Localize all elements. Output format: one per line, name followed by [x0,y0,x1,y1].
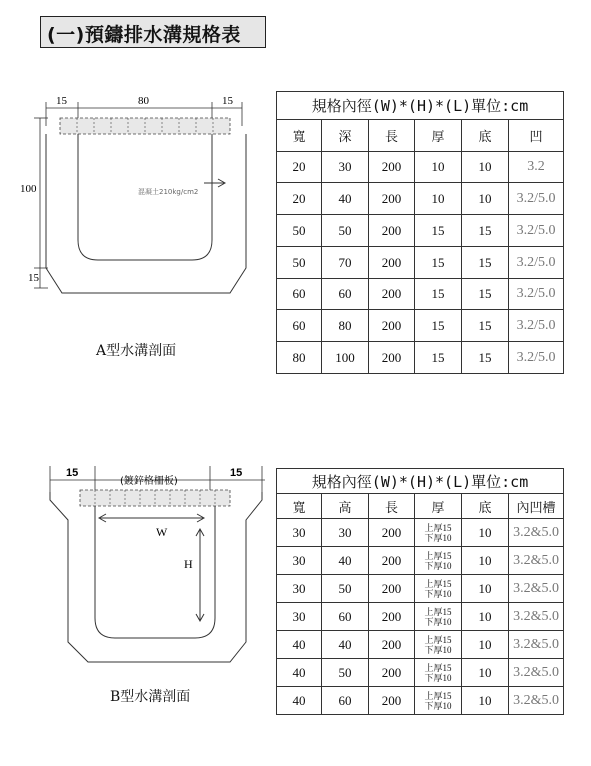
cell: 10 [462,575,509,603]
b-col-width: 寬 [277,494,322,519]
lower-thickness: 下厚10 [424,616,452,627]
table-row [277,152,564,183]
cell: 50 [322,575,369,603]
cell [415,631,462,659]
cell: 200 [369,247,415,279]
cell: 3.2&5.0 [509,547,564,575]
cell: 10 [462,659,509,687]
cell [415,659,462,687]
cell: 3.2&5.0 [509,687,564,715]
cell: 15 [415,215,462,247]
upper-thickness: 上厚15 [424,662,452,673]
cell: 80 [322,310,369,342]
cell: 50 [322,659,369,687]
a-col-depth: 深 [322,120,369,152]
cell: 3.2/5.0 [509,279,564,310]
a-channel-outer [46,134,246,293]
table-row [277,247,564,279]
cell: 15 [462,215,509,247]
cell: 30 [322,152,369,183]
cell: 10 [462,547,509,575]
table-row [277,575,564,603]
cell: 3.2/5.0 [509,342,564,374]
b-grating-label: (鍍鋅格柵板) [120,476,178,487]
a-dim-right: 15 [222,95,233,107]
cell [415,575,462,603]
a-type-section-drawing [20,88,260,318]
table-row [277,342,564,374]
table-row [277,687,564,715]
a-dim-middle: 80 [138,95,149,107]
table-row [277,519,564,547]
b-height-label: H [184,557,193,571]
cell: 10 [462,631,509,659]
upper-thickness: 上厚15 [424,578,452,589]
b-col-bottom: 底 [462,494,509,519]
table-row [277,547,564,575]
cell: 30 [322,519,369,547]
b-table-header: 規格內徑(W)*(H)*(L)單位:cm [277,469,564,494]
upper-thickness: 上厚15 [424,634,452,645]
lower-thickness: 下厚10 [424,588,452,599]
cell: 200 [369,279,415,310]
b-dim-right: 15 [230,467,243,479]
cell [415,547,462,575]
cell: 40 [277,659,322,687]
cell: 3.2&5.0 [509,575,564,603]
cell: 50 [277,247,322,279]
cell: 60 [277,279,322,310]
cell: 200 [369,342,415,374]
cell: 30 [277,575,322,603]
cell: 200 [369,687,415,715]
cell: 200 [369,152,415,183]
cell: 100 [322,342,369,374]
cell: 10 [462,603,509,631]
cell: 15 [415,279,462,310]
upper-thickness: 上厚15 [424,522,452,533]
cell: 3.2/5.0 [509,310,564,342]
cell: 200 [369,631,415,659]
cell: 40 [322,547,369,575]
cell: 3.2&5.0 [509,631,564,659]
a-spec-table [276,91,564,374]
a-col-bottom: 底 [462,120,509,152]
cell: 200 [369,519,415,547]
a-dim-bottom: 15 [28,272,39,284]
title-box [40,16,266,48]
a-concrete-note: 混凝土210kg/cm2 [138,188,199,196]
cell: 15 [462,247,509,279]
cell [415,519,462,547]
cell: 10 [462,687,509,715]
a-type-caption: A型水溝剖面 [96,343,177,359]
lower-thickness: 下厚10 [424,644,452,655]
cell: 15 [415,342,462,374]
cell: 10 [462,152,509,183]
cell: 60 [322,687,369,715]
a-grate [60,118,230,134]
cell: 3.2&5.0 [509,519,564,547]
cell: 10 [415,183,462,215]
b-type-caption: B型水溝剖面 [110,689,191,705]
table-row [277,603,564,631]
b-col-inner-groove: 內凹槽 [509,494,564,519]
cell: 3.2/5.0 [509,247,564,279]
b-channel-inner [95,506,215,638]
cell: 200 [369,183,415,215]
cell: 3.2/5.0 [509,215,564,247]
cell: 50 [277,215,322,247]
cell: 40 [322,631,369,659]
cell: 10 [462,183,509,215]
cell: 60 [322,603,369,631]
a-col-width: 寬 [277,120,322,152]
a-channel-inner [78,134,212,260]
a-col-thickness: 厚 [415,120,462,152]
b-type-section-drawing [40,462,275,672]
table-row [277,631,564,659]
table-row [277,183,564,215]
b-col-thickness: 厚 [415,494,462,519]
cell: 200 [369,547,415,575]
cell: 40 [322,183,369,215]
cell: 15 [462,310,509,342]
a-dim-height: 100 [20,183,37,195]
b-col-height: 高 [322,494,369,519]
table-row [277,310,564,342]
upper-thickness: 上厚15 [424,606,452,617]
cell [415,603,462,631]
cell: 20 [277,183,322,215]
cell: 40 [277,631,322,659]
cell: 10 [415,152,462,183]
cell: 200 [369,310,415,342]
b-grate [80,490,230,506]
cell: 20 [277,152,322,183]
cell: 80 [277,342,322,374]
cell: 200 [369,575,415,603]
a-table-header: 規格內徑(W)*(H)*(L)單位:cm [277,92,564,120]
cell: 3.2&5.0 [509,659,564,687]
cell: 3.2&5.0 [509,603,564,631]
cell: 30 [277,547,322,575]
cell: 200 [369,603,415,631]
cell: 60 [322,279,369,310]
cell [415,687,462,715]
a-col-recess: 凹 [509,120,564,152]
cell: 3.2/5.0 [509,183,564,215]
cell: 30 [277,603,322,631]
cell: 10 [462,519,509,547]
cell: 50 [322,215,369,247]
a-col-length: 長 [369,120,415,152]
lower-thickness: 下厚10 [424,532,452,543]
cell: 3.2 [509,152,564,183]
page-title: (一)預鑄排水溝規格表 [47,24,241,46]
cell: 15 [462,342,509,374]
cell: 15 [415,247,462,279]
lower-thickness: 下厚10 [424,560,452,571]
table-row [277,279,564,310]
a-dim-left: 15 [56,95,67,107]
cell: 60 [277,310,322,342]
b-dim-left: 15 [66,467,79,479]
lower-thickness: 下厚10 [424,700,452,711]
table-row [277,215,564,247]
b-spec-table [276,468,564,715]
cell: 15 [462,279,509,310]
cell: 15 [415,310,462,342]
upper-thickness: 上厚15 [424,550,452,561]
upper-thickness: 上厚15 [424,690,452,701]
table-row [277,659,564,687]
b-col-length: 長 [369,494,415,519]
cell: 200 [369,215,415,247]
b-width-label: W [156,525,168,539]
cell: 40 [277,687,322,715]
lower-thickness: 下厚10 [424,672,452,683]
cell: 200 [369,659,415,687]
cell: 70 [322,247,369,279]
cell: 30 [277,519,322,547]
